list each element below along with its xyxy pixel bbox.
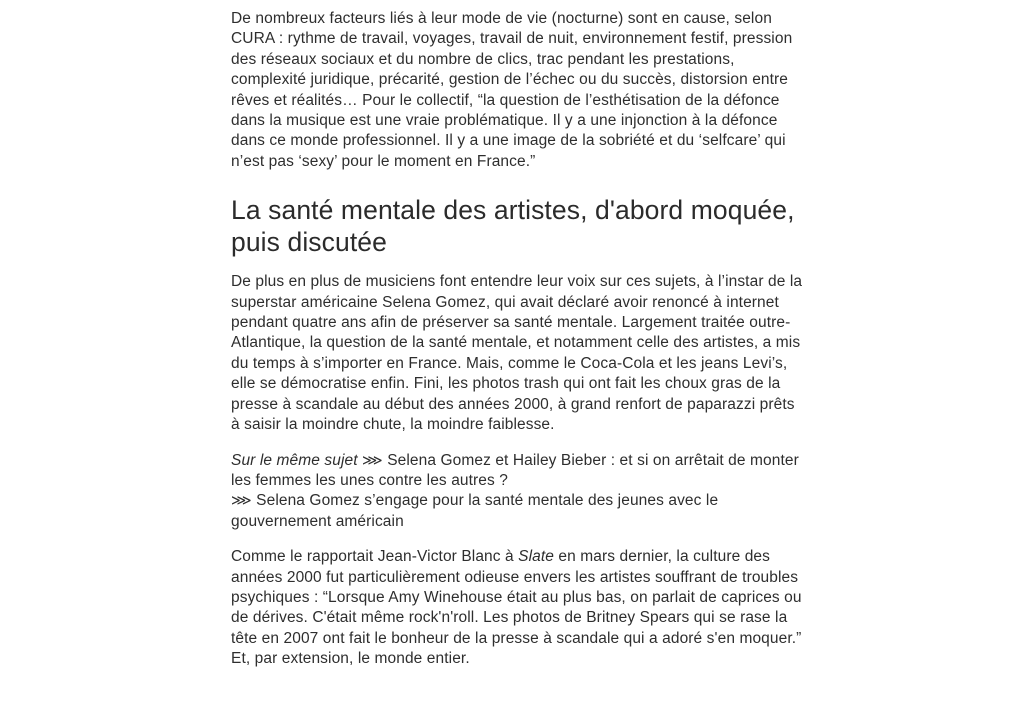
article-paragraph-1: De nombreux facteurs liés à leur mode de vie (nocturne) sont en cause, selon CURA : rythme de travail, voyages, travail de nuit, environnement festif, pression des réseaux sociaux et du nombre de clics, trac pendant les prestations, complexité juridique, précarité, gestion de l’échec ou du succès, distorsion entre rêves et réalités… Pour le collectif, “la question de l’esthétisation de la défonce dans la musique est une vraie problématique. Il y a une injonction à la défonce dans ce monde professionnel. Il y a une image de la sobriété et du ‘selfcare’ qui n’est pas ‘sexy’ pour le moment en France.” [231, 10, 793, 170]
related-link-2[interactable]: Selena Gomez s’engage pour la santé mentale des jeunes avec le gouvernement américain [231, 492, 719, 530]
chevrons-right-icon: ⋙ [362, 452, 383, 469]
article-body [231, 0, 803, 670]
paragraph-3-text-before: Comme le rapportait Jean-Victor Blanc à [231, 548, 519, 566]
related-label: Sur le même sujet [231, 451, 358, 469]
section-heading: La santé mentale des artistes, d'abord moquée, puis discutée [231, 195, 795, 258]
related-link-1[interactable]: Selena Gomez et Hailey Bieber : et si on arrêtait de monter les femmes les unes contre les autres ? [231, 451, 799, 489]
article-paragraph-2: De plus en plus de musiciens font entendre leur voix sur ces sujets, à l’instar de la superstar américaine Selena Gomez, qui avait déclaré avoir renoncé à internet pendant quatre ans afin de préserver sa santé mentale. Largement traitée outre-Atlantique, la question de la santé mentale, et notamment celle des artistes, a mis du temps à s’importer en France. Mais, comme le Coca-Cola et les jeans Levi’s, elle se démocratise enfin. Fini, les photos trash qui ont fait les choux gras de la presse à scandale au début des années 2000, à grand renfort de paparazzi prêts à saisir la moindre chute, la moindre faiblesse. [231, 273, 803, 434]
publication-name: Slate [518, 548, 554, 566]
article-paragraph-3 [231, 547, 803, 669]
related-links-block [231, 451, 803, 533]
paragraph-3-text-after: en mars dernier, la culture des années 2000 fut particulièrement odieuse envers les artistes souffrant de troubles psychiques : “Lorsque Amy Winehouse était au plus bas, on parlait de caprices ou de dérives. C'était même rock'n'roll. Les photos de Britney Spears qui se rase la tête en 2007 ont fait le bonheur de la presse à scandale qui a adoré s'en moquer.” Et, par extension, le monde entier. [231, 548, 802, 668]
chevrons-right-icon: ⋙ [231, 493, 252, 510]
